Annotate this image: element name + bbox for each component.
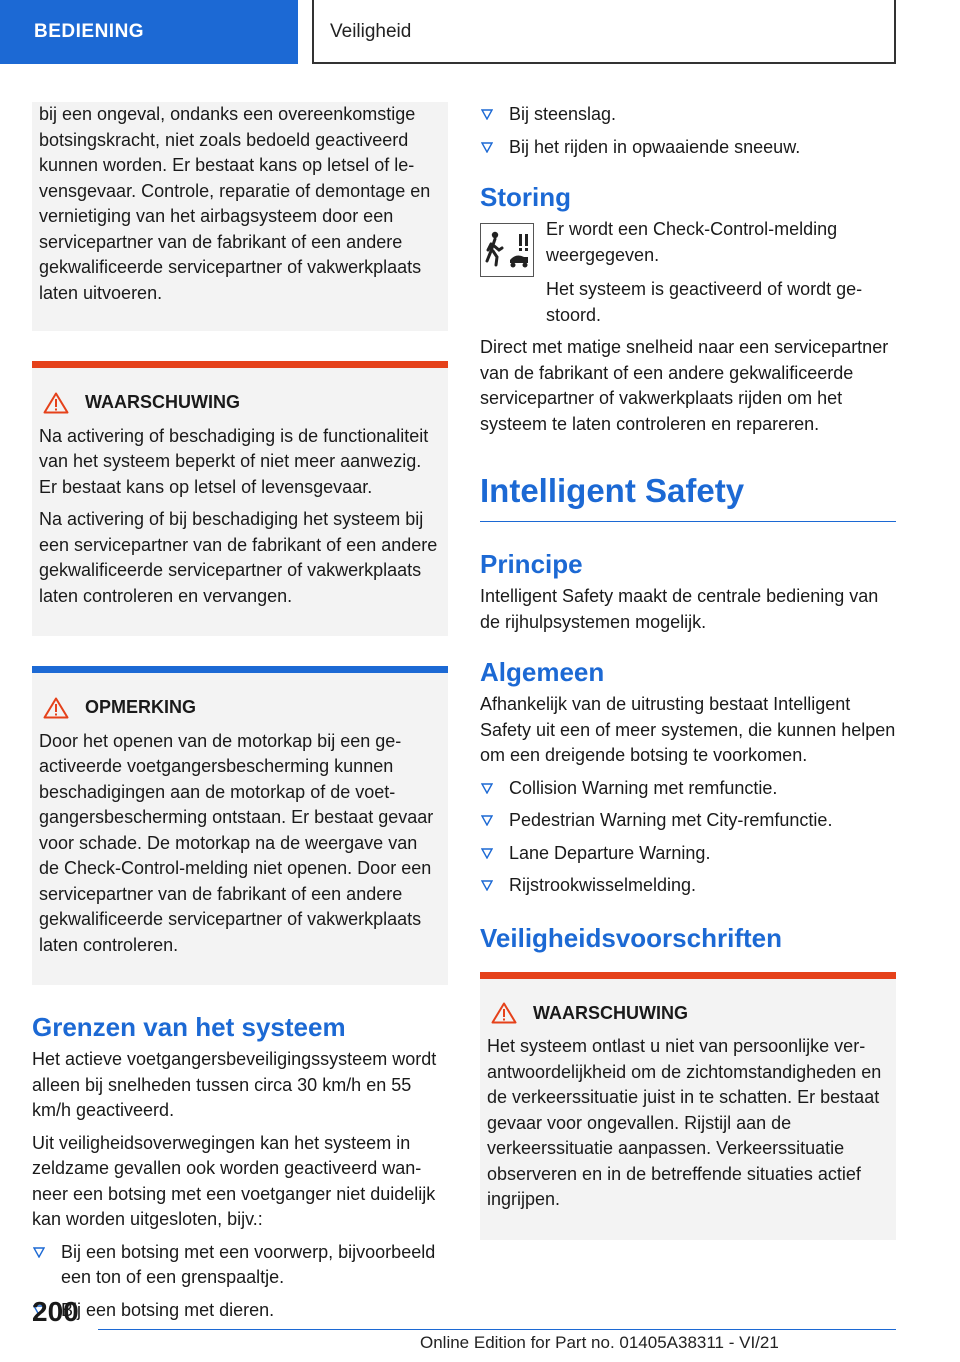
warning-box	[32, 361, 448, 636]
triangle-bullet-icon	[481, 109, 493, 120]
intro-text: bij een ongeval, ondanks een overeenkomstige botsingskracht, niet zoals bedoeld geactiveerd kunnen worden. Er bestaat kans op letsel of levensgevaar. Controle, reparatie of demontage en vernietiging van het airbagsysteem door een servicepartner van de fabrikant of een andere gekwalificeerde servicepartner of vakwerkplaats laten uitvoeren.	[39, 104, 431, 303]
list-item: Collision Warning met remfunctie.	[480, 776, 896, 802]
list-item: Lane Departure Warning.	[480, 841, 896, 867]
triangle-bullet-icon	[481, 848, 493, 859]
triangle-bullet-icon	[481, 815, 493, 826]
warning-title: WAARSCHUWING	[85, 392, 240, 412]
footer-edition: Online Edition for Part no. 01405A38311 - VI/21	[420, 1333, 779, 1352]
list-item: Rijstrookwisselmelding.	[480, 873, 896, 899]
storing-text-2: Het systeem is geactiveerd of wordt gestoord.	[546, 279, 863, 325]
warning-triangle-icon	[43, 392, 69, 414]
warning-triangle-icon	[491, 1002, 517, 1024]
limits-text-1: Het actieve voetgangersbeveiligingssysteem wordt alleen bij snelheden tussen circa 30 km/h en 55 km/h geactiveerd.	[32, 1049, 437, 1120]
note-text: Door het openen van de motorkap bij een geactiveerde voetgangersbescherming kunnen beschadigingen aan de motorkap of de voetgangersbescherming ontstaan. Er bestaat gevaar voor schade. De motorkap na de weergave van de Check-Control-melding niet openen. Door een servicepartner van de fabrikant of een andere gekwalificeerde servicepartner of vakwerkplaats laten controleren.	[39, 730, 434, 955]
warning-title: WAARSCHUWING	[533, 1002, 688, 1023]
algemeen-text: Afhankelijk van de uitrusting bestaat Intelligent Safety uit een of meer systemen, die kunnen helpen om een dreigende botsing te voorkomen.	[480, 694, 896, 765]
page-header-title: Veiligheid	[312, 0, 896, 64]
warning-text: Het systeem ontlast u niet van persoonlijke verantwoordelijkheid om de zichtomstandigheden en de verkeerssituatie juist in te schatten. Er bestaat gevaar voor ongevallen. Rijstijl aan de verkeerssituatie aanpassen. Verkeerssituatie observeren en in de betreffende situaties actief ingrijpen.	[487, 1036, 882, 1209]
warning-triangle-icon	[43, 697, 69, 719]
intelligent-safety-title: Intelligent Safety	[480, 471, 896, 522]
section-tab: BEDIENING	[0, 0, 298, 64]
left-column	[32, 102, 448, 1330]
warning-text-2: Na activering of bij beschadiging het systeem bij een servicepartner van de fabrikant of een andere gekwalificeerde servicepartner of vakwerkplaats laten controleren en vervangen.	[39, 509, 438, 606]
warning-text-1: Na activering of beschadiging is de functionaliteit van het systeem beperkt of niet meer aanwezig. Er bestaat kans op letsel of levensgevaar.	[39, 425, 429, 497]
note-title: OPMERKING	[85, 697, 197, 717]
limits-heading: Grenzen van het systeem	[32, 1012, 346, 1042]
footer-divider	[98, 1329, 896, 1330]
principe-heading: Principe	[480, 549, 583, 579]
list-item: Pedestrian Warning met City-remfunctie.	[480, 808, 896, 834]
note-box	[32, 666, 448, 985]
page-number: 200	[32, 1296, 79, 1327]
systems-list	[480, 776, 896, 899]
continued-list	[480, 102, 896, 160]
pedestrian-warning-icon	[480, 223, 534, 277]
algemeen-heading: Algemeen	[480, 657, 605, 687]
list-item: Bij een botsing met een voorwerp, bijvoorbeeld een ton of een grenspaaltje.	[32, 1240, 448, 1291]
list-item: Bij het rijden in opwaaiende sneeuw.	[480, 135, 896, 161]
triangle-bullet-icon	[481, 880, 493, 891]
triangle-bullet-icon	[481, 783, 493, 794]
triangle-bullet-icon	[33, 1247, 45, 1258]
triangle-bullet-icon	[481, 142, 493, 153]
list-item: Bij een botsing met dieren.	[32, 1298, 448, 1324]
list-item: Bij steenslag.	[480, 102, 896, 128]
intro-box	[32, 102, 448, 331]
storing-text-3: Direct met matige snelheid naar een servicepartner van de fabrikant of een andere gekwalificeerde servicepartner of vakwerkplaats rijden om het systeem te laten controleren en repareren.	[480, 337, 889, 434]
storing-heading: Storing	[480, 182, 571, 212]
voorschriften-heading: Veiligheidsvoorschriften	[480, 922, 782, 953]
right-column	[480, 102, 896, 1240]
limits-text-2: Uit veiligheidsoverwegingen kan het systeem in zeldzame gevallen ook worden geactiveerd wanneer een botsing met een voetganger niet duidelijk kan worden uitgesloten, bijv.:	[32, 1132, 436, 1229]
warning-box	[480, 972, 896, 1240]
storing-text-1: Er wordt een Check-Control-melding weergegeven.	[546, 219, 838, 265]
principe-text: Intelligent Safety maakt de centrale bediening van de rijhulpsystemen mogelijk.	[480, 586, 879, 632]
limits-list	[32, 1240, 448, 1324]
